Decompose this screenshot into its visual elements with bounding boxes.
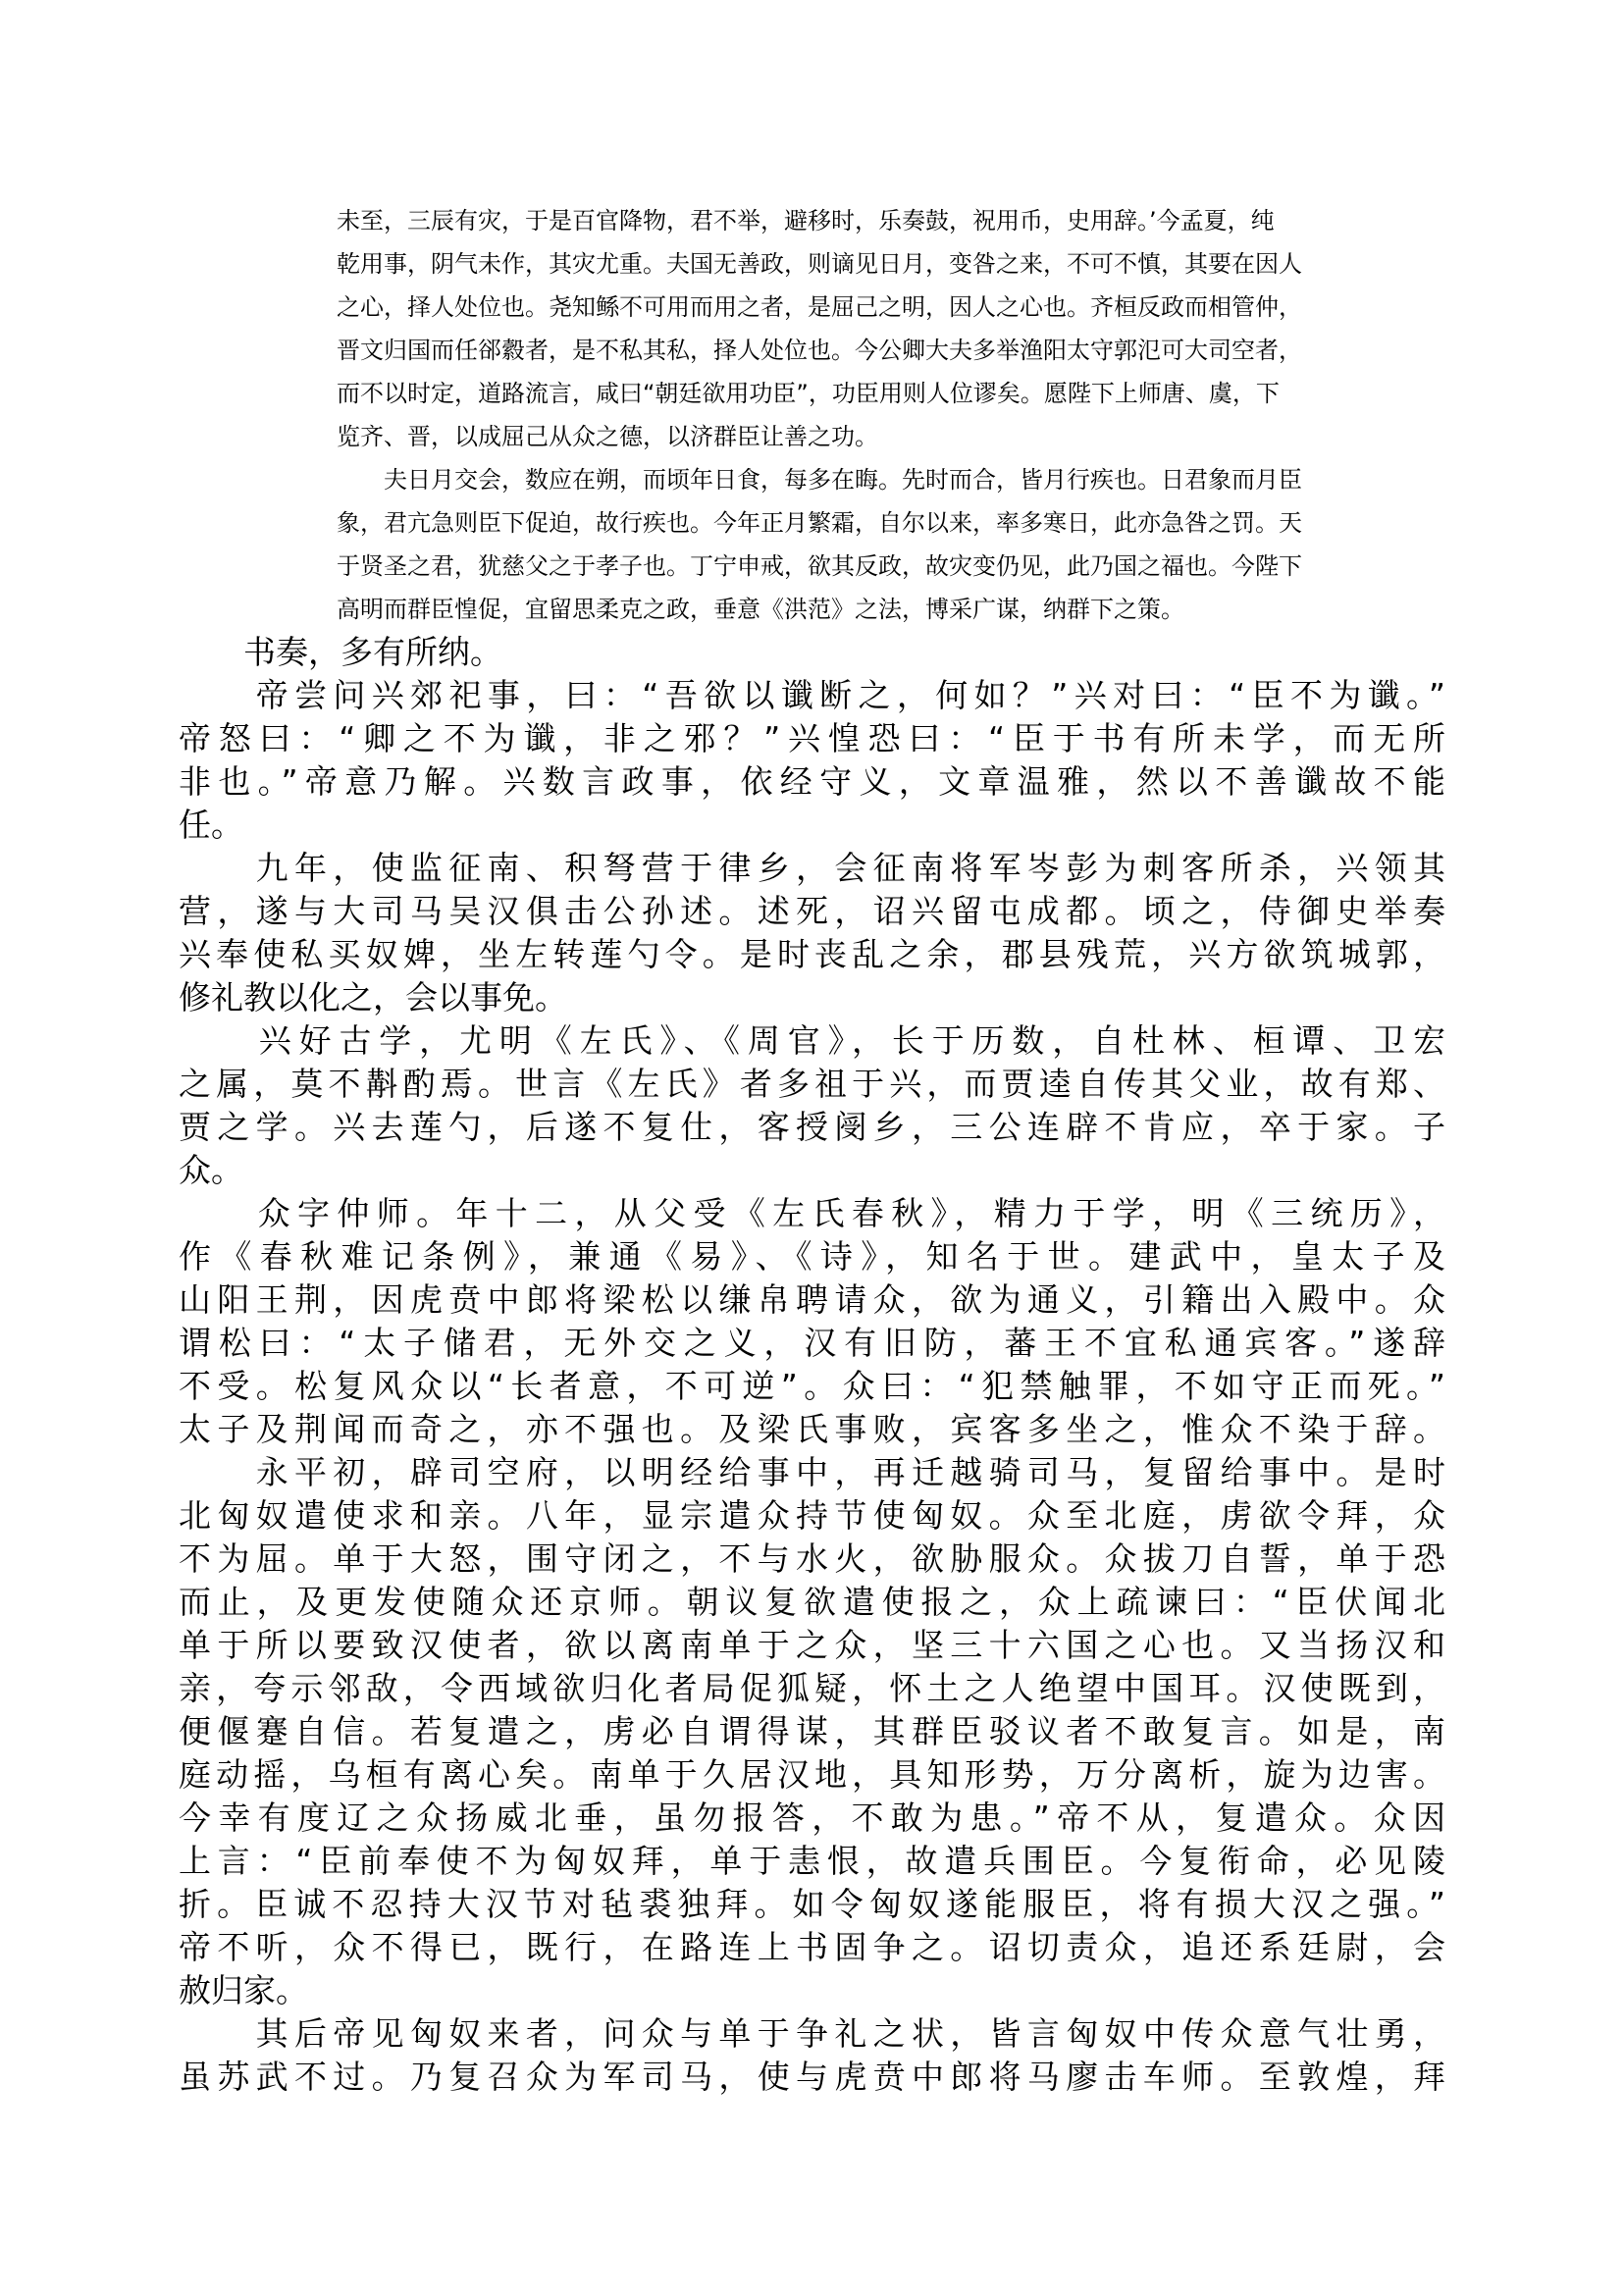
- text-line: 九年，使监征南、积弩营于律乡，会征南将军岑彭为刺客所杀，兴领其: [179, 849, 1445, 887]
- text-line: 谓松曰：“太子储君，无外交之义，汉有旧防，蕃王不宜私通宾客。”遂辞: [179, 1324, 1445, 1362]
- text-line: 之属，莫不斠酌焉。世言《左氏》者多祖于兴，而贾逵自传其父业，故有郑、: [179, 1065, 1445, 1103]
- text-line: 亲，夸示邻敌，令西域欲归化者局促狐疑，怀土之人绝望中国耳。汉使既到，: [179, 1669, 1445, 1707]
- text-line: 永平初，辟司空府，以明经给事中，再迁越骑司马，复留给事中。是时: [179, 1453, 1445, 1491]
- body-text-block: [179, 631, 1445, 2099]
- text-line: 帝怒曰：“卿之不为谶，非之邪？”兴惶恐曰：“臣于书有所未学，而无所: [179, 719, 1445, 757]
- text-line: 便偃蹇自信。若复遣之，虏必自谓得谋，其群臣驳议者不敢复言。如是，南: [179, 1712, 1445, 1750]
- text-line: 任。: [179, 806, 243, 844]
- text-line: 虽苏武不过。乃复召众为军司马，使与虎贲中郎将马廖击车师。至敦煌，拜: [179, 2058, 1445, 2096]
- text-line: 于贤圣之君，犹慈父之于孝子也。丁宁申戒，欲其反政，故灾变仍见，此乃国之福也。今陛下: [337, 552, 1302, 580]
- text-line: 乾用事，阴气未作，其灾尤重。夫国无善政，则谪见日月，变咎之来，不可不慎，其要在因人: [337, 250, 1302, 278]
- text-line: 山阳王荆，因虎贲中郎将梁松以缣帛聘请众，欲为通义，引籍出入殿中。众: [179, 1280, 1445, 1319]
- text-line: 贾之学。兴去莲勺，后遂不复仕，客授阌乡，三公连辟不肯应，卒于家。子: [179, 1108, 1445, 1146]
- text-column: [179, 199, 1445, 2099]
- text-line: 修礼教以化之，会以事免。: [179, 978, 567, 1017]
- text-line: 未至，三辰有灾，于是百官降物，君不举，避移时，乐奏鼓，祝用币，史用辞。’今孟夏，纯: [337, 207, 1275, 235]
- text-line: 单于所以要致汉使者，欲以离南单于之众，坚三十六国之心也。又当扬汉和: [179, 1626, 1445, 1664]
- text-line: 今幸有度辽之众扬威北垂，虽勿报答，不敢为患。”帝不从，复遣众。众因: [179, 1799, 1445, 1837]
- text-line: 北匈奴遣使求和亲。八年，显宗遣众持节使匈奴。众至北庭，虏欲令拜，众: [179, 1496, 1445, 1535]
- text-line: 之心，择人处位也。尧知鲧不可用而用之者，是屈己之明，因人之心也。齐桓反政而相管仲，: [337, 293, 1302, 321]
- text-line: 帝不听，众不得已，既行，在路连上书固争之。诏切责众，追还系廷尉，会: [179, 1928, 1445, 1966]
- text-line: 兴奉使私买奴婢，坐左转莲勺令。是时丧乱之余，郡县残荒，兴方欲筑城郭，: [179, 935, 1445, 973]
- text-line: 夫日月交会，数应在朔，而顷年日食，每多在晦。先时而合，皆月行疾也。日君象而月臣: [337, 466, 1302, 494]
- text-line: 帝尝问兴郊祀事，曰：“吾欲以谶断之，何如？”兴对曰：“臣不为谶。”: [179, 676, 1445, 714]
- text-line: 高明而群臣惶促，宜留思柔克之政，垂意《洪范》之法，博采广谋，纳群下之策。: [337, 596, 1184, 623]
- text-line: 晋文归国而任郤縠者，是不私其私，择人处位也。今公卿大夫多举渔阳太守郭氾可大司空者，: [337, 337, 1302, 364]
- text-line: 庭动摇，乌桓有离心矣。南单于久居汉地，具知形势，万分离析，旋为边害。: [179, 1755, 1445, 1794]
- text-line: 其后帝见匈奴来者，问众与单于争礼之状，皆言匈奴中传众意气壮勇，: [179, 2014, 1445, 2053]
- text-line: 不为屈。单于大怒，围守闭之，不与水火，欲胁服众。众拔刀自誓，单于恐: [179, 1539, 1445, 1578]
- text-line: 太子及荆闻而奇之，亦不强也。及梁氏事败，宾客多坐之，惟众不染于辞。: [179, 1410, 1445, 1448]
- text-line: 折。臣诚不忍持大汉节对毡裘独拜。如令匈奴遂能服臣，将有损大汉之强。”: [179, 1885, 1445, 1923]
- text-line: 不受。松复风众以“长者意，不可逆”。众曰：“犯禁触罪，不如守正而死。”: [179, 1367, 1445, 1405]
- text-line: 众字仲师。年十二，从父受《左氏春秋》，精力于学，明《三统历》，: [179, 1194, 1445, 1232]
- text-line: 兴好古学，尤明《左氏》、《周官》，长于历数，自杜林、桓谭、卫宏: [179, 1021, 1445, 1060]
- text-line: 众。: [179, 1151, 243, 1189]
- text-line: 而不以时定，道路流言，咸曰“朝廷欲用功臣”，功臣用则人位谬矣。愿陛下上师唐、虞，下: [337, 380, 1280, 407]
- text-line: 览齐、晋，以成屈己从众之德，以济群臣让善之功。: [337, 423, 878, 450]
- quote-block: [337, 199, 1320, 631]
- text-line: 非也。”帝意乃解。兴数言政事，依经守义，文章温雅，然以不善谶故不能: [179, 762, 1445, 801]
- text-line: 营，遂与大司马吴汉俱击公孙述。述死，诏兴留屯成都。顷之，侍御史举奏: [179, 892, 1445, 930]
- text-line: 赦归家。: [179, 1971, 308, 2009]
- text-line: 象，君亢急则臣下促迫，故行疾也。今年正月繁霜，自尔以来，率多寒日，此亦急咎之罚。天: [337, 509, 1302, 537]
- text-line: 而止，及更发使随众还京师。朝议复欲遣使报之，众上疏谏曰：“臣伏闻北: [179, 1583, 1445, 1621]
- text-line: 作《春秋难记条例》，兼通《易》、《诗》，知名于世。建武中，皇太子及: [179, 1237, 1445, 1276]
- text-line: 上言：“臣前奉使不为匈奴拜，单于恚恨，故遣兵围臣。今复衔命，必见陵: [179, 1842, 1445, 1880]
- text-line: 书奏，多有所纳。: [179, 633, 502, 671]
